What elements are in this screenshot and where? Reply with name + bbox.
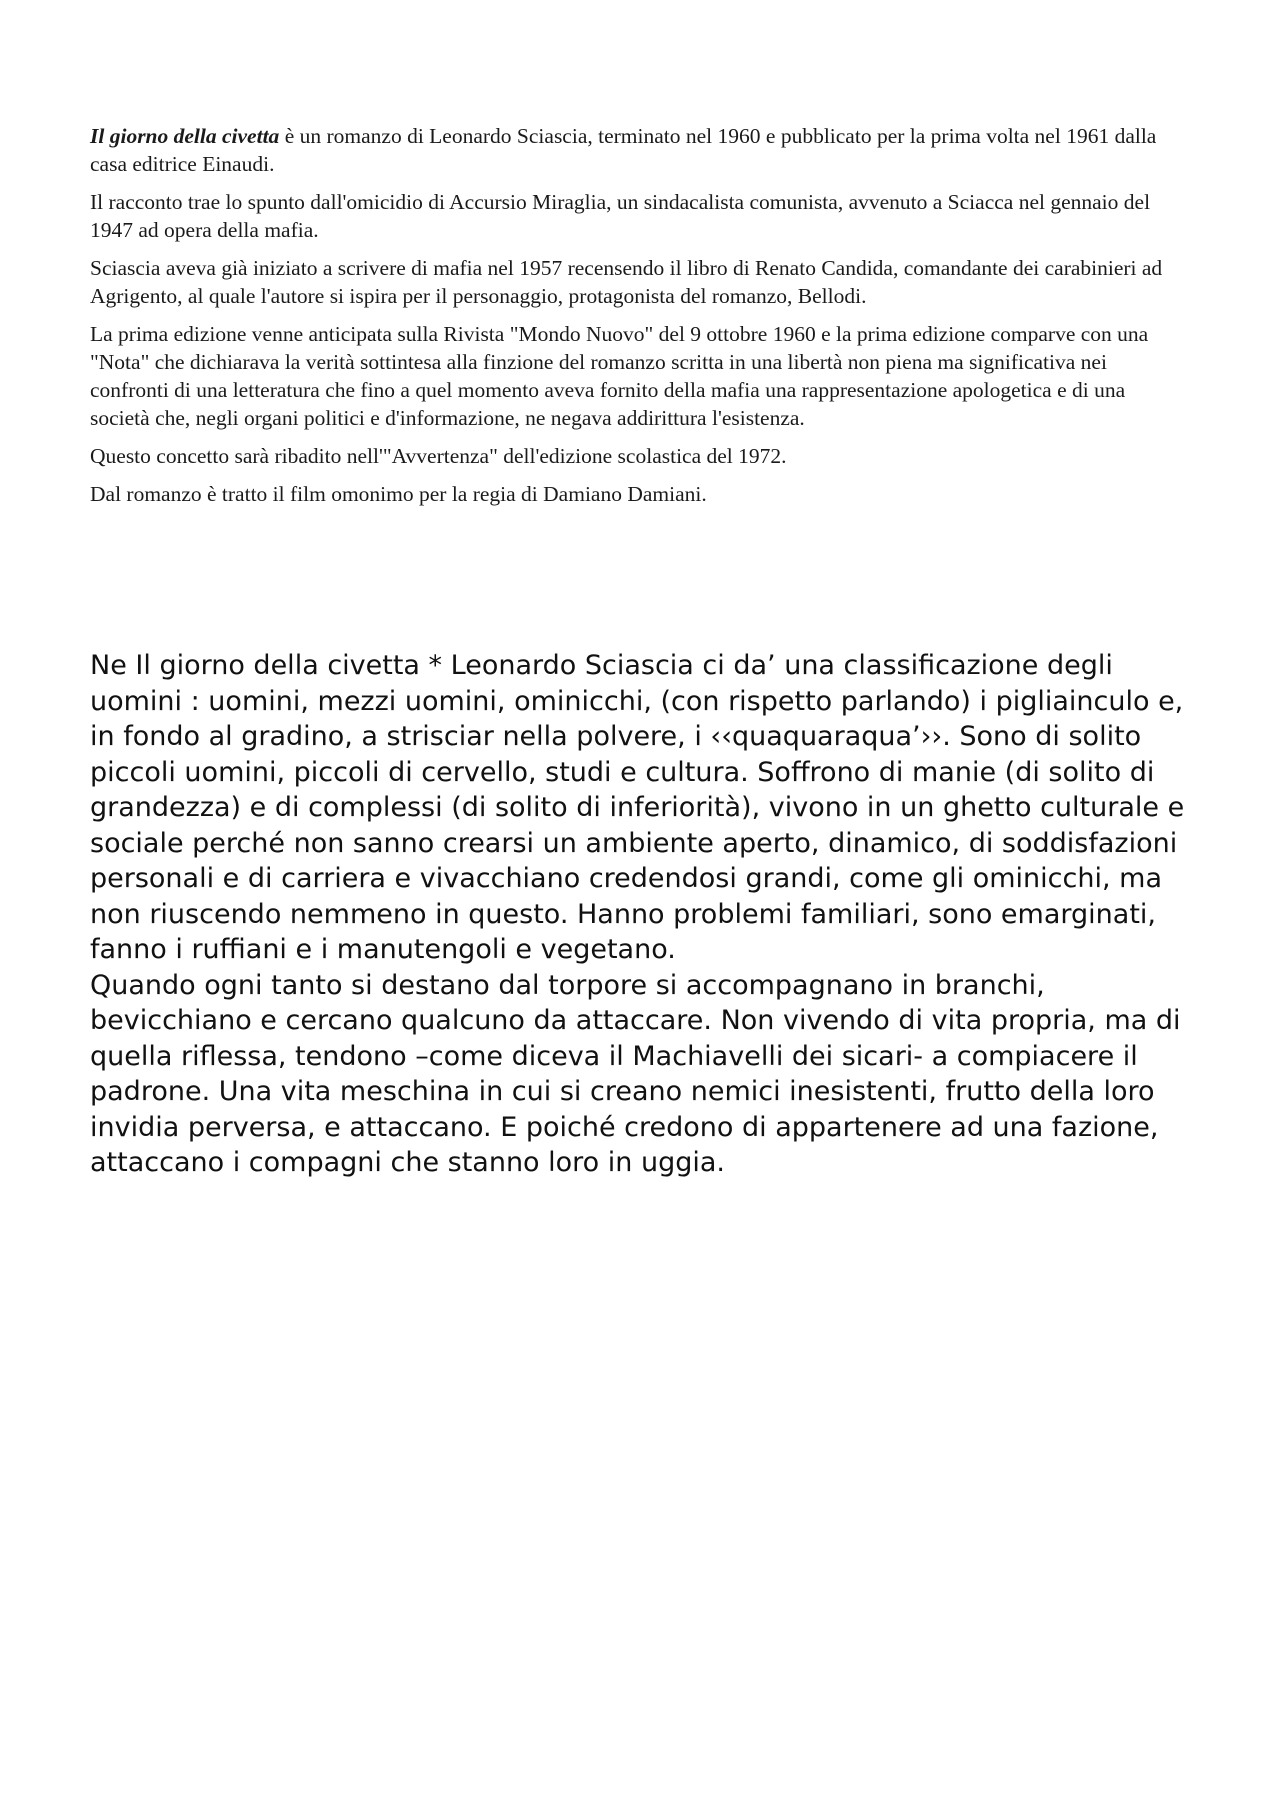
intro-paragraph-text: è un romanzo di Leonardo Sciascia, terminato nel 1960 e pubblicato per la prima volta nel 1961 dalla casa editrice Einaudi. [90,124,1157,176]
intro-paragraph [90,122,1180,178]
intro-paragraph: La prima edizione venne anticipata sulla Rivista "Mondo Nuovo" del 9 ottobre 1960 e la prima edizione comparve con una "Nota" che dichiarava la verità sottintesa alla finzione del romanzo scritta in una libertà non piena ma significativa nei confronti di una letteratura che fino a quel momento aveva fornito della mafia una rappresentazione apologetica e di una società che, negli organi politici e d'informazione, ne negava addirittura l'esistenza. [90,322,1149,430]
commentary-paragraph: Quando ogni tanto si destano dal torpore si accompagnano in branchi, bevicchiano e cercano qualcuno da attaccare. Non vivendo di vita propria, ma di quella riflessa, tendono –come diceva il Machiavelli dei sicari- a compiacere il padrone. Una vita meschina in cui si creano nemici inesistenti, frutto della loro invidia perversa, e attaccano. E poiché credono di appartenere ad una fazione, attaccano i compagni che stanno loro in uggia. [90,969,1181,1178]
commentary-section [90,648,1195,1181]
commentary-paragraph: Ne Il giorno della civetta * Leonardo Sciascia ci da’ una classificazione degli uomini : uomini, mezzi uomini, ominicchi, (con rispetto parlando) i pigliainculo e, in fondo al gradino, a strisciar nella polvere, i ‹‹quaquaraqua’››. Sono di solito piccoli uomini, piccoli di cervello, studi e cultura. Soffrono di manie (di solito di grandezza) e di complessi (di solito di inferiorità), vivono in un ghetto culturale e sociale perché non sanno crearsi un ambiente aperto, dinamico, di soddisfazioni personali e di carriera e vivacchiano credendosi grandi, come gli ominicchi, ma non riuscendo nemmeno in questo. Hanno problemi familiari, sono emarginati, fanno i ruffiani e i manutengoli e vegetano. [90,650,1185,965]
intro-paragraph: Sciascia aveva già iniziato a scrivere di mafia nel 1957 recensendo il libro di Renato Candida, comandante dei carabinieri ad Agrigento, al quale l'autore si ispira per il personaggio, protagonista del romanzo, Bellodi. [90,256,1163,308]
intro-paragraph: Il racconto trae lo spunto dall'omicidio di Accursio Miraglia, un sindacalista comunista, avvenuto a Sciacca nel gennaio del 1947 ad opera della mafia. [90,190,1151,242]
book-title: Il giorno della civetta [90,124,280,148]
intro-section [90,122,1180,518]
intro-paragraph: Dal romanzo è tratto il film omonimo per la regia di Damiano Damiani. [90,482,707,506]
intro-paragraph: Questo concetto sarà ribadito nell'"Avvertenza" dell'edizione scolastica del 1972. [90,444,787,468]
